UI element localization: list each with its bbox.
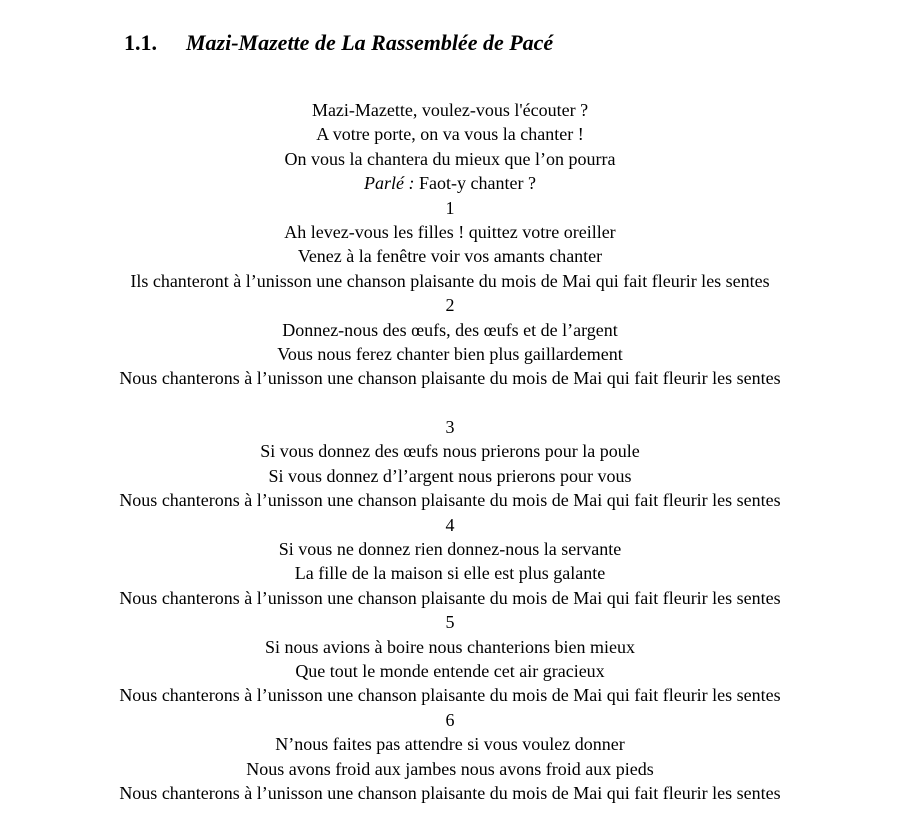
- verse-line: Si nous avions à boire nous chanterions bien mieux: [265, 636, 635, 657]
- verse-line: Si vous ne donnez rien donnez-nous la servante: [278, 539, 622, 560]
- verse-6: [0, 708, 900, 806]
- intro-line: On vous la chantera du mieux que l’on pourra: [284, 148, 616, 169]
- spoken-label: Parlé :: [364, 173, 415, 194]
- verse-2: [0, 293, 900, 391]
- verse-line: Que tout le monde entende cet air gracieux: [295, 660, 605, 681]
- verse-refrain: Nous chanterons à l’unisson une chanson plaisante du mois de Mai qui fait fleurir les sentes: [119, 490, 781, 511]
- verse-line: Venez à la fenêtre voir vos amants chanter: [297, 246, 603, 267]
- verse-4: [0, 513, 900, 611]
- verse-refrain: Nous chanterons à l’unisson une chanson plaisante du mois de Mai qui fait fleurir les sentes: [119, 368, 781, 389]
- blank-line: [0, 391, 900, 415]
- section-title: Mazi-Mazette de La Rassemblée de Pacé: [186, 30, 554, 55]
- intro-line: Mazi-Mazette, voulez-vous l'écouter ?: [311, 100, 589, 120]
- verse-number: 2: [445, 295, 455, 316]
- verse-line: Nous avons froid aux jambes nous avons froid aux pieds: [246, 758, 654, 779]
- song-lyrics: [0, 98, 900, 805]
- verse-number: 1: [445, 197, 455, 218]
- verse-line: La fille de la maison si elle est plus galante: [294, 563, 606, 584]
- section-heading: [124, 28, 553, 58]
- verse-number: 4: [445, 514, 455, 535]
- verse-3: [0, 415, 900, 513]
- spoken-text: Faot-y chanter ?: [414, 173, 536, 194]
- section-number: 1.1.: [124, 30, 157, 55]
- verse-line: Si vous donnez des œufs nous prierons pour la poule: [260, 441, 640, 462]
- verse-refrain: Nous chanterons à l’unisson une chanson plaisante du mois de Mai qui fait fleurir les sentes: [119, 782, 781, 803]
- verse-line: Vous nous ferez chanter bien plus gaillardement: [277, 343, 623, 364]
- intro-line: A votre porte, on va vous la chanter !: [316, 124, 584, 145]
- verse-refrain: Ils chanteront à l’unisson une chanson plaisante du mois de Mai qui fait fleurir les sentes: [130, 270, 770, 291]
- verse-line: N’nous faites pas attendre si vous voulez donner: [275, 734, 625, 755]
- verse-line: Si vous donnez d’l’argent nous prierons pour vous: [268, 465, 632, 486]
- intro-block: [0, 98, 900, 196]
- verse-number: 5: [445, 612, 455, 633]
- verse-number: 6: [445, 709, 455, 730]
- verse-number: 3: [445, 417, 455, 438]
- spoken-line: [0, 171, 900, 195]
- verse-refrain: Nous chanterons à l’unisson une chanson plaisante du mois de Mai qui fait fleurir les sentes: [119, 587, 781, 608]
- verse-5: [0, 610, 900, 708]
- verse-line: Donnez-nous des œufs, des œufs et de l’argent: [282, 319, 618, 340]
- verse-line: Ah levez-vous les filles ! quittez votre oreiller: [284, 221, 616, 242]
- verse-refrain: Nous chanterons à l’unisson une chanson plaisante du mois de Mai qui fait fleurir les sentes: [119, 685, 781, 706]
- verse-1: [0, 196, 900, 294]
